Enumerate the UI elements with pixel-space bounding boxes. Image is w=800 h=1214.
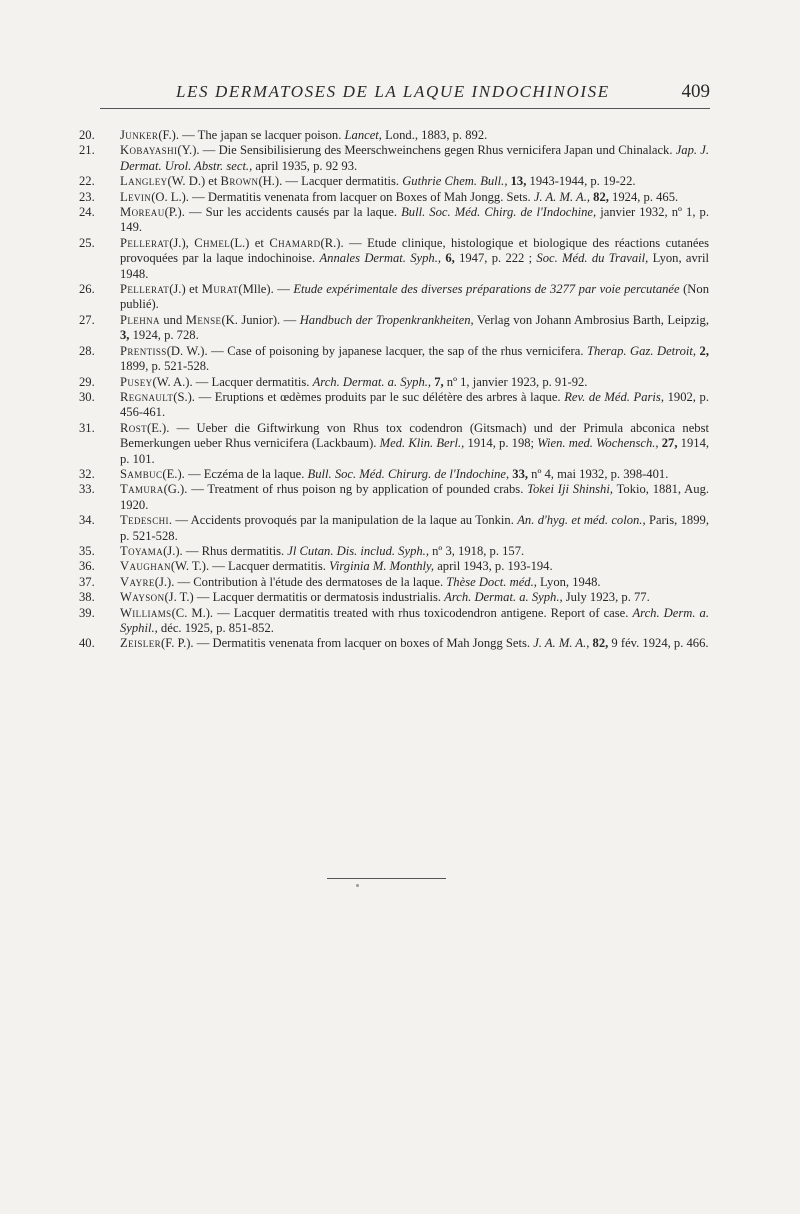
author-name: Murat — [201, 282, 239, 297]
reference-text: (J.). — Rhus dermatitis. — [163, 543, 288, 558]
reference-number: 40. — [79, 636, 95, 651]
reference-number: 32. — [79, 466, 95, 481]
reference-text: 1924, p. 728. — [129, 328, 199, 343]
author-name: Rost — [120, 420, 148, 435]
reference-number: 27. — [79, 312, 95, 327]
reference-item — [77, 482, 709, 513]
reference-text: (L.) et — [230, 235, 270, 250]
reference-text: Lyon, 1948. — [536, 574, 601, 589]
citation-title: Virginia M. Monthly, — [329, 559, 435, 574]
reference-text: 1924, p. 465. — [608, 189, 679, 204]
author-name: Toyama — [120, 543, 164, 558]
reference-text: 1947, p. 222 ; — [454, 251, 537, 266]
reference-item — [77, 559, 709, 574]
volume-number: 27, — [658, 436, 678, 451]
author-name: Brown — [220, 174, 259, 189]
reference-text: (F. P.). — Dermatitis venenata from lacquer on boxes of Mah Jongg Sets. — [161, 636, 534, 651]
reference-item — [77, 313, 709, 344]
reference-text: (Y.). — Die Sensibilisierung des Meerschweinchens gegen Rhus vernicifera Japan und Chinalack. — [177, 143, 676, 158]
citation-title: J. A. M. A., — [533, 189, 591, 204]
reference-text: nº 1, janvier 1923, p. 91-92. — [443, 374, 588, 389]
reference-text: (D. W.). — Case of poisoning by japanese lacquer, the sap of the rhus vernicifera. — [166, 343, 587, 358]
citation-title: An. d'hyg. et méd. colon., — [517, 513, 646, 528]
citation-title: Etude expérimentale des diverses préparations de 3277 par voie percutanée — [293, 282, 680, 297]
author-name: Junker — [120, 128, 159, 142]
author-name: Chamard — [269, 235, 321, 250]
citation-title: Therap. Gaz. Detroit, — [587, 343, 697, 358]
reference-number: 36. — [79, 559, 95, 574]
author-name: Kobayashi — [120, 143, 178, 158]
author-name: Zeisler — [120, 636, 161, 651]
footer-mark — [356, 884, 359, 887]
reference-number: 34. — [79, 513, 95, 528]
citation-title: Jl Cutan. Dis. includ. Syph., — [287, 543, 429, 558]
reference-text: (R.). — Etude clinique, histologique et biologique des réactions cutanées provoquées par la laque indochinoise. — [120, 235, 709, 266]
citation-title: Handbuch der Tropenkrankheiten, — [299, 312, 474, 327]
reference-text: april 1935, p. 92 93. — [252, 158, 358, 173]
citation-title: Guthrie Chem. Bull., — [402, 174, 508, 189]
volume-number: 2, — [696, 343, 709, 358]
reference-item — [77, 636, 709, 651]
author-name: Levin — [120, 189, 152, 204]
author-name: Langley — [120, 174, 168, 189]
reference-item — [77, 375, 709, 390]
reference-text: (W. T.). — Lacquer dermatitis. — [170, 559, 330, 574]
reference-number: 20. — [79, 128, 95, 142]
reference-item — [77, 467, 709, 482]
reference-text: (Non publié). — [120, 282, 709, 312]
citation-title: Jap. J. Dermat. Urol. Abstr. sect., — [120, 143, 709, 173]
reference-text: (E.). — Eczéma de la laque. — [162, 466, 308, 481]
reference-text: Tokio, 1881, Aug. 1920. — [120, 482, 710, 512]
volume-number: 6, — [441, 251, 455, 266]
reference-item — [77, 174, 709, 189]
author-name: Moreau — [120, 205, 165, 220]
reference-item — [77, 513, 709, 544]
volume-number: 82, — [590, 189, 609, 204]
reference-number: 22. — [79, 174, 95, 189]
page-number: 409 — [681, 81, 710, 102]
reference-number: 30. — [79, 389, 95, 404]
reference-text: (P.). — Sur les accidents causés par la laque. — [164, 205, 402, 220]
author-name: Vayre — [120, 574, 155, 589]
citation-title: Annales Dermat. Syph., — [319, 251, 442, 266]
reference-item — [77, 544, 709, 559]
reference-number: 26. — [79, 282, 95, 297]
reference-text: Lond., 1883, p. 892. — [381, 128, 488, 142]
reference-item — [77, 390, 709, 421]
citation-title: J. A. M. A., — [533, 636, 590, 651]
reference-item — [77, 143, 709, 174]
reference-number: 28. — [79, 343, 95, 358]
reference-text: Verlag von Johann Ambrosius Barth, Leipzig, — [473, 312, 709, 327]
reference-number: 23. — [79, 189, 95, 204]
volume-number: 7, — [431, 374, 444, 389]
reference-text: nº 4, mai 1932, p. 398-401. — [528, 466, 669, 481]
reference-text: . — Accidents provoqués par la manipulation de la laque au Tonkin. — [168, 513, 518, 528]
citation-title: Bull. Soc. Méd. Chirurg. de l'Indochine, — [307, 466, 510, 481]
reference-text: (J.), — [169, 235, 195, 250]
reference-text: 1899, p. 521-528. — [120, 359, 210, 374]
page-header — [100, 78, 710, 109]
reference-number: 29. — [79, 374, 95, 389]
author-name: Pellerat — [120, 282, 170, 297]
reference-text: april 1943, p. 193-194. — [434, 559, 553, 574]
reference-text: (W. A.). — Lacquer dermatitis. — [152, 374, 313, 389]
reference-text: (K. Junior). — — [221, 312, 300, 327]
reference-number: 38. — [79, 590, 95, 605]
citation-title: Arch. Derm. a. Syphil., — [120, 605, 710, 635]
author-name: Plehna — [120, 312, 160, 327]
author-name: Tedeschi — [120, 513, 169, 528]
author-name: Wayson — [120, 590, 165, 605]
citation-title: Arch. Dermat. a. Syph., — [312, 374, 432, 389]
author-name: Sambuc — [120, 466, 163, 481]
reference-text: Lyon, avril 1948. — [120, 251, 709, 281]
reference-number: 35. — [79, 543, 95, 558]
author-name: Williams — [120, 605, 172, 620]
author-name: Regnault — [120, 389, 174, 404]
reference-text: 9 fév. 1924, p. 466. — [608, 636, 709, 651]
citation-title: Tokei Iji Shinshi, — [527, 482, 614, 497]
volume-number: 3, — [120, 328, 130, 343]
reference-number: 21. — [79, 143, 95, 158]
reference-text: und — [159, 312, 186, 327]
citation-title: Bull. Soc. Méd. Chirg. de l'Indochine, — [401, 205, 597, 220]
reference-text: 1902, p. 456-461. — [120, 389, 710, 420]
reference-text: (F.). — The japan se lacquer poison. — [158, 128, 345, 142]
author-name: Tamura — [120, 482, 164, 497]
reference-text: (C. M.). — Lacquer dermatitis treated with rhus toxicodendron antigene. Report of case. — [171, 605, 633, 620]
author-name: Pusey — [120, 374, 153, 389]
reference-item — [77, 190, 709, 205]
reference-number: 31. — [79, 420, 95, 435]
reference-text: (W. D.) et — [167, 174, 221, 189]
reference-text: (J.). — Contribution à l'étude des dermatoses de la laque. — [154, 574, 447, 589]
reference-number: 25. — [79, 235, 95, 250]
reference-number: 37. — [79, 574, 95, 589]
reference-item — [77, 205, 709, 236]
author-name: Prentiss — [120, 343, 167, 358]
reference-text: 1914, p. 101. — [120, 436, 710, 466]
reference-text: (Mlle). — — [238, 282, 294, 297]
reference-text: (G.). — Treatment of rhus poison ng by application of pounded crabs. — [163, 482, 528, 497]
author-name: Vaughan — [120, 559, 171, 574]
reference-text: 1914, p. 198; — [464, 436, 538, 451]
footer-rule — [327, 878, 446, 879]
reference-text: janvier 1932, nº 1, p. 149. — [120, 205, 709, 235]
author-name: Chmel — [194, 235, 231, 250]
reference-item — [77, 421, 709, 467]
citation-title: Thèse Doct. méd., — [446, 574, 537, 589]
reference-text: (J.) et — [169, 282, 202, 297]
volume-number: 82, — [589, 636, 609, 651]
reference-text: (S.). — Eruptions et œdèmes produits par le suc délétère des arbres à laque. — [173, 389, 565, 404]
reference-text: 1943-1944, p. 19-22. — [526, 174, 636, 189]
volume-number: 33, — [509, 466, 529, 481]
reference-item — [77, 282, 709, 313]
reference-number: 33. — [79, 482, 95, 497]
volume-number: 13, — [507, 174, 527, 189]
reference-number: 39. — [79, 605, 95, 620]
citation-title: Arch. Dermat. a. Syph., — [444, 590, 563, 605]
reference-text: déc. 1925, p. 851-852. — [157, 621, 274, 635]
reference-text: Paris, 1899, p. 521-528. — [120, 513, 709, 543]
reference-list — [77, 128, 709, 652]
citation-title: Lancet, — [344, 128, 382, 142]
reference-item — [77, 590, 709, 605]
reference-text: (O. L.). — Dermatitis venenata from lacquer on Boxes of Mah Jongg. Sets. — [151, 189, 534, 204]
reference-item — [77, 236, 709, 282]
running-title: LES DERMATOSES DE LA LAQUE INDOCHINOISE — [176, 82, 610, 101]
reference-item — [77, 575, 709, 590]
reference-text: (H.). — Lacquer dermatitis. — [258, 174, 403, 189]
citation-title: Rev. de Méd. Paris, — [564, 389, 664, 404]
reference-item — [77, 344, 709, 375]
citation-title: Med. Klin. Berl., — [379, 436, 465, 451]
author-name: Mense — [185, 312, 222, 327]
reference-text: nº 3, 1918, p. 157. — [428, 543, 525, 558]
author-name: Pellerat — [120, 235, 170, 250]
citation-title: Soc. Méd. du Travail, — [536, 251, 649, 266]
reference-item — [77, 128, 709, 143]
reference-text: (J. T.) — Lacquer dermatitis or dermatosis industrialis. — [164, 590, 445, 605]
reference-item — [77, 606, 709, 637]
reference-text: (E.). — Ueber die Giftwirkung von Rhus tox codendron (Gitsmach) und der Primula abconica nebst Bemerkungen ueber Rhus vernicifera (Lackbaum). — [120, 420, 709, 451]
citation-title: Wien. med. Wochensch., — [537, 436, 659, 451]
reference-text: July 1923, p. 77. — [562, 590, 650, 605]
reference-number: 24. — [79, 205, 95, 220]
